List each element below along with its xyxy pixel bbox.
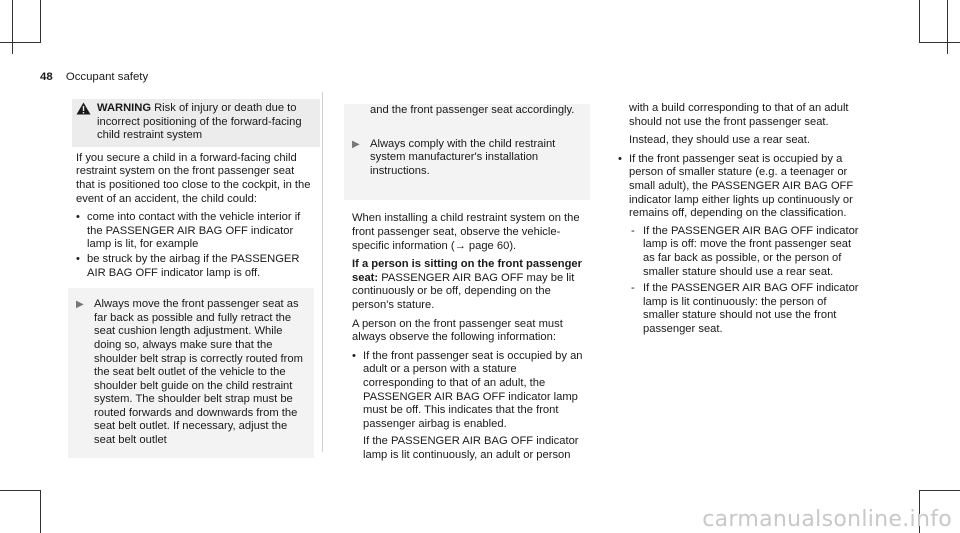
crop-mark <box>40 0 41 42</box>
list-item-continuation: If the PASSENGER AIR BAG OFF indicator lamp is lit continuously, an adult or person <box>363 435 579 461</box>
bullet-list <box>76 211 314 280</box>
section-title: Occupant safety <box>65 71 149 83</box>
continuation-text: and the front passenger seat accordingly. <box>370 104 575 116</box>
paragraph: Instead, they should use a rear seat. <box>629 134 810 147</box>
bullet-list <box>618 153 864 337</box>
list-item: • be struck by the airbag if the PASSENGER AIR BAG OFF indicator lamp is off. <box>76 253 314 280</box>
crop-mark <box>919 0 920 42</box>
paragraph: A person on the front passenger seat must always observe the following information: <box>352 317 563 344</box>
list-item: • If the front passenger seat is occupied by an adult or a person with a stature corresponding to that of an adult, the PASSENGER AIR BAG OFF indicator lamp must be off. This indicates that the front passenger airbag is enabled. If the PASSENGER AIR BAG OFF indicator lamp is lit continuously, an adult or person <box>352 350 590 463</box>
column-1 <box>76 102 314 464</box>
column-3 <box>618 102 864 342</box>
instruction-step <box>68 288 314 458</box>
crop-mark <box>0 490 41 491</box>
crop-mark <box>12 0 13 54</box>
list-item: • If the front passenger seat is occupied by a person of smaller stature (e.g. a teenager or small adult), the PASSENGER AIR BAG OFF indicator lamp either lights up continuously or remains off, depending on the classification. - If the PASSENGER AIR BAG OFF indicator lamp is off: move the front passenger seat as far back as possible, or the person of smaller stature should use a rear seat. - If the PASSENGER AIR BAG OFF indicator lamp is lit continuously: the person of smaller stature should not use the front passenger seat. <box>618 153 864 337</box>
subheading-text: PASSENGER AIR BAG OFF may be lit continuously or be off, depending on the person's stature. <box>352 271 575 311</box>
instruction-step <box>344 126 590 201</box>
crop-mark <box>40 490 41 533</box>
step-text: Always comply with the child restraint system manufacturer's installation instructions. <box>370 137 556 177</box>
warning-continuation <box>344 104 590 126</box>
page-header <box>40 71 148 85</box>
paragraph <box>352 258 590 312</box>
dash-item: - If the PASSENGER AIR BAG OFF indicator lamp is off: move the front passenger seat as far back as possible, or the person of smaller stature should use a rear seat. <box>629 225 864 279</box>
bullet-list <box>352 350 590 463</box>
step-text: Always move the front passenger seat as far back as possible and fully retract the seat cushion length adjustment. While doing so, always make sure that the shoulder belt strap is correctly routed from the seat belt outlet of the vehicle to the shoulder belt guide on the child restraint system. The shoulder belt strap must be routed forwards and downwards from the seat belt outlet. If necessary, adjust the seat belt outlet <box>94 298 303 447</box>
list-item: • come into contact with the vehicle interior if the PASSENGER AIR BAG OFF indicator lamp is lit, for example <box>76 211 314 252</box>
warning-triangle-icon <box>76 102 92 143</box>
step-arrow-icon: ▶ <box>352 138 360 150</box>
paragraph: with a build corresponding to that of an adult should not use the front passenger seat. <box>629 102 849 128</box>
dash-list <box>629 225 864 337</box>
paragraph: When installing a child restraint system on the front passenger seat, observe the vehicle-specific information (→ page 60). <box>352 212 580 252</box>
step-arrow-icon: ▶ <box>76 299 84 311</box>
page-number: 48 <box>40 71 53 83</box>
warning-box <box>72 99 320 147</box>
crop-mark <box>919 42 960 43</box>
column-divider <box>322 92 323 452</box>
watermark: carmanualsonline.info <box>702 507 952 533</box>
subheading: If a person is sitting on the front passenger seat: <box>352 258 582 284</box>
dash-item: - If the PASSENGER AIR BAG OFF indicator lamp is lit continuously: the person of smaller stature should not use the front passenger seat. <box>629 282 864 336</box>
crop-mark <box>919 490 960 491</box>
warning-intro: If you secure a child in a forward-facing child restraint system on the front passenger seat that is positioned too close to the cockpit, in the event of an accident, the child could: <box>76 151 311 205</box>
crop-mark <box>0 42 41 43</box>
column-2 <box>352 104 590 467</box>
crop-mark <box>947 0 948 54</box>
warning-title: Risk of injury or death due to incorrect positioning of the forward-facing child restraint system <box>97 102 302 142</box>
warning-label: WARNING <box>97 102 152 114</box>
